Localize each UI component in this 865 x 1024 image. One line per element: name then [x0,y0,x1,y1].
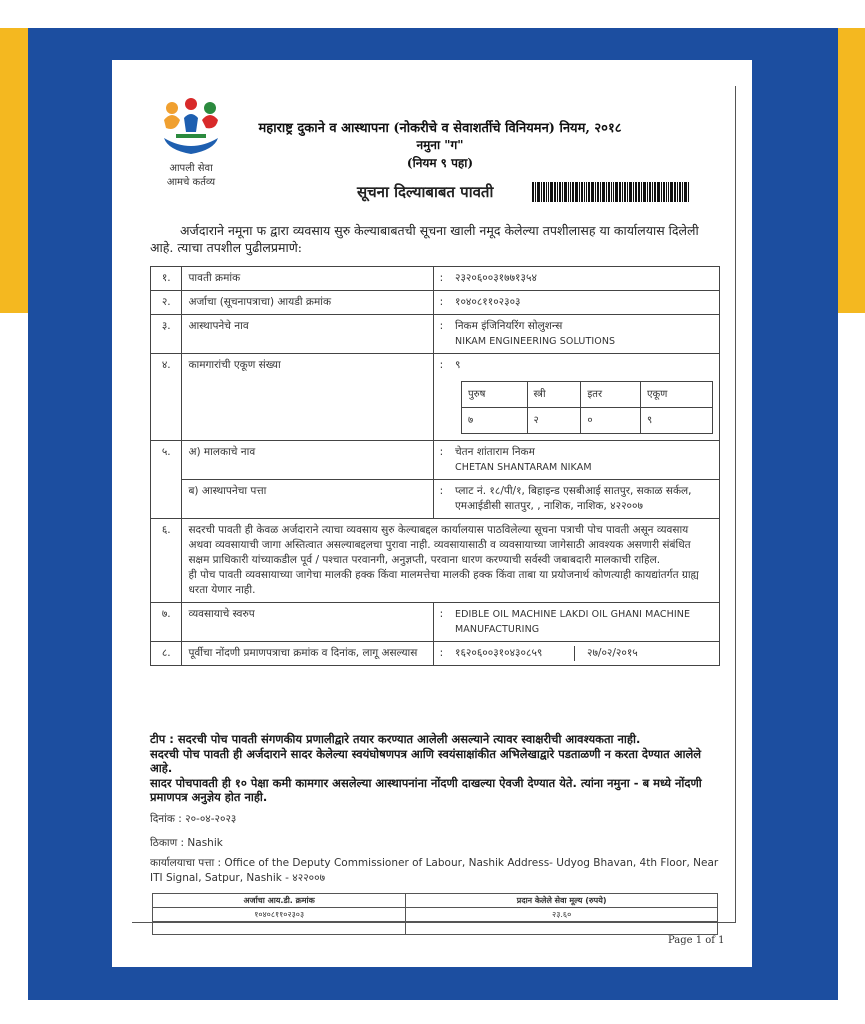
total-header: एकूण [640,382,712,408]
business-nature-label: व्यवसायाचे स्वरुप [182,603,433,642]
colon: : [433,315,449,354]
row-number: ४. [151,354,182,441]
establishment-name-label: आस्थापनेचे नाव [182,315,433,354]
note-block [150,732,725,805]
row-number: ५. [151,441,182,519]
colon: : [433,291,449,315]
colon: : [433,441,449,480]
owner-name-value [449,441,720,480]
document-title: महाराष्ट्र दुकाने व आस्थापना (नोकरीचे व सेवाशर्तीचे विनियमन) नियम, २०१८ [258,121,622,136]
row-number: ८. [151,642,182,666]
fee-table [152,893,718,935]
row-number: २. [151,291,182,315]
logo-caption-2: आमचे कर्तव्य [166,177,216,188]
male-count: ७ [462,408,528,434]
total-count: ९ [640,408,712,434]
colon: : [433,267,449,291]
workers-breakdown-table [461,381,713,434]
establishment-name-english: NIKAM ENGINEERING SOLUTIONS [455,336,616,347]
registration-number: १६२०६००३१०४३०८५९ [455,646,575,661]
table-row [151,480,720,519]
note-line: सादर पोचपावती ही १० पेक्षा कमी कामगार असलेल्या आस्थापनांना नोंदणी दाखल्या ऐवजी देण्यात येते. त्यांना नमुना - ब मध्ये नोंदणी प्रमाणपत्र अनुज्ञेय होत नाही. [150,775,702,804]
row-number: ३. [151,315,182,354]
barcode [532,182,720,202]
owner-name-marathi: चेतन शांताराम निकम [455,446,535,458]
business-nature-value: EDIBLE OIL MACHINE LAKDI OIL GHANI MACHINE MANUFACTURING [449,603,720,642]
female-count: २ [527,408,581,434]
workers-total: ९ [455,359,461,371]
issue-date: दिनांक : २०-०४-२०२३ [150,813,237,825]
establishment-name-marathi: निकम इंजिनियरिंग सोलुशन्स [455,320,563,332]
table-row [151,291,720,315]
receipt-title: सूचना दिल्याबाबत पावती [357,183,494,201]
issue-place: ठिकाण : Nashik [150,837,223,849]
colon: : [433,354,449,441]
other-header: इतर [581,382,641,408]
note-line: सदरची पोच पावती ही अर्जदाराने सादर केलेल्या स्वयंघोषणपत्र आणि स्वयंसाक्षांकीत अभिलेखाद्वारे पडताळणी न करता देण्यात आलेले आहे. [150,746,702,775]
details-table [150,266,720,666]
establishment-address-label: ब) आस्थापनेचा पत्ता [182,480,433,519]
male-header: पुरुष [462,382,528,408]
other-count: ० [581,408,641,434]
top-margin [0,0,865,28]
table-row [151,642,720,666]
colon: : [433,603,449,642]
row-number: ६. [151,519,182,603]
fee-table-amount-value: २३.६० [406,908,718,922]
rule-reference: (नियम ९ पहा) [406,156,474,170]
office-address: कार्यालयाचा पत्ता : Office of the Deputy Commissioner of Labour, Nashik Address- Udyog Bhavan, 4th Floor, Near ITI Signal, Satpur, Nashik - ४२२००७ [150,857,719,884]
owner-name-label: अ) मालकाचे नाव [182,441,433,480]
receipt-number-value: २३२०६००३१७७१३५४ [449,267,720,291]
previous-registration-label: पूर्वीचा नोंदणी प्रमाणपत्राचा क्रमांक व दिनांक, लागू असल्यास [182,642,433,666]
receipt-number-label: पावती क्रमांक [182,267,433,291]
establishment-address-value: प्लाट नं. १८/पी/१, बिहाइन्ड एसबीआई सातपुर, सकाळ सर्कल, एमआईडीसी सातपुर, , नाशिक, नाशिक, ४२२००७ [449,480,720,519]
table-row [151,519,720,603]
disclaimer-text-2: ही पोच पावती व्यवसायाच्या जागेचा मालकी हक्क किंवा मालमत्तेचा मालकी हक्क किंवा ताबा या प्रयोजनार्थ कोणत्याही कायद्यांतर्गत ग्राह्य धरता येणार नाही. [188,569,699,596]
workers-count-value [449,354,720,441]
disclaimer-text-1: सदरची पावती ही केवळ अर्जदाराने त्याचा व्यवसाय सुरु केल्याबद्दल कार्यालयास पाठविलेल्या सूचना पत्राची पोच पावती असून व्यवसाय अथवा व्यवसायाची जागा अस्तित्वात असल्याबद्दलचा पुरावा नाही. व्यवसायासाठी व व्यवसायाच्या जागेसाठी आवश्यक असणारी संबंधित सक्षम प्राधिकारी यांच्याकडील पूर्व / पश्चात परवानगी, अनुज्ञप्ती, परवाना धारण करण्याची सर्वस्वी जबाबदारी मालकाची राहिल. [188,524,691,566]
owner-name-english: CHETAN SHANTARAM NIKAM [455,462,592,473]
colon: : [433,642,449,666]
people-hands-icon [158,98,224,160]
workers-count-label: कामगारांची एकूण संख्या [182,354,433,441]
logo-caption-1: आपली सेवा [169,163,213,174]
fee-table-amount-header: प्रदान केलेले सेवा मूल्य (रुपये) [406,894,718,908]
application-id-value: १०४०८११०२३०३ [449,291,720,315]
aaple-sarkar-logo [158,98,224,190]
table-row [151,441,720,480]
form-name: नमुना "ग" [416,138,464,152]
table-row [151,315,720,354]
table-row [151,603,720,642]
female-header: स्त्री [527,382,581,408]
colon: : [433,480,449,519]
establishment-name-value [449,315,720,354]
table-row [151,354,720,441]
registration-date: २७/०२/२०१५ [587,647,638,659]
application-id-label: अर्जाचा (सूचनापत्राचा) आयडी क्रमांक [182,291,433,315]
fee-table-empty [406,922,718,935]
previous-registration-value [449,642,720,666]
fee-table-id-value: १०४०८११०२३०३ [153,908,406,922]
intro-paragraph: अर्जदाराने नमूना फ द्वारा व्यवसाय सुरु केल्याबाबतची सूचना खाली नमूद केलेल्या तपशीलासह या कार्यालयास दिलेली आहे. त्याचा तपशील पुढीलप्रमाणे: [150,223,699,255]
fee-table-empty [153,922,406,935]
row-number: १. [151,267,182,291]
note-line: टीप : सदरची पोच पावती संगणकीय प्रणालीद्वारे तयार करण्यात आलेली असल्याने त्यावर स्वाक्षरीची आवश्यकता नाही. [150,732,641,746]
row-number: ७. [151,603,182,642]
fee-table-id-header: अर्जाचा आय.डी. क्रमांक [153,894,406,908]
table-row [151,267,720,291]
page-number: Page 1 of 1 [668,935,725,946]
disclaimer-cell [182,519,720,603]
